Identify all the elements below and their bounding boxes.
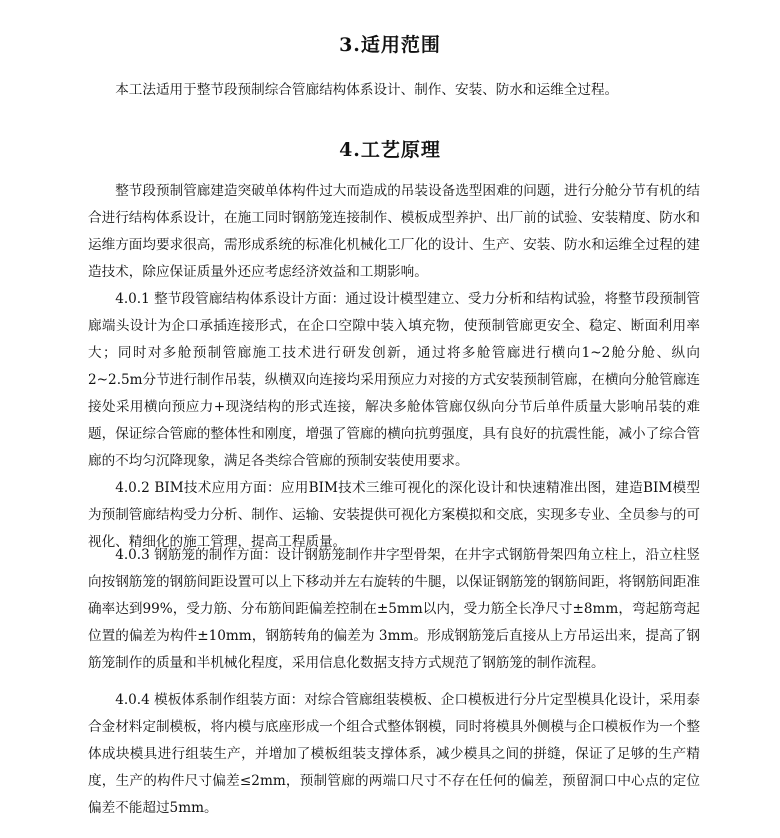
section-3-paragraph: 本工法适用于整节段预制综合管廊结构体系设计、制作、安装、防水和运维全过程。	[115, 82, 619, 98]
section-4-title: 4.工艺原理	[339, 139, 441, 161]
paragraph-4-0-3: 4.0.3 钢筋笼的制作方面：设计钢筋笼制作井字型骨架，在井字式钢筋骨架四角立柱上，沿立柱竖向按钢筋笼的钢筋间距设置可以上下移动并左右旋转的牛腿，以保证钢筋笼的钢筋间距，将钢筋间距准确率达到99%，受力筋、分布筋间距偏差控制在±5mm以内，受力筋全长净尺寸±8mm，弯起筋弯起位置的偏差为构件±10mm，钢筋转角的偏差为 3mm。形成钢筋笼后直接从上方吊运出来，提高了钢筋笼制作的质量和半机械化程度，采用信息化数据支持方式规范了钢筋笼的制作流程。	[88, 547, 700, 671]
paragraph-4-0-1: 4.0.1 整节段管廊结构体系设计方面：通过设计模型建立、受力分析和结构试验，将整节段预制管廊端头设计为企口承插连接形式，在企口空隙中装入填充物，使预制管廊更安全、稳定、断面利用率大；同时对多舱预制管廊施工技术进行研发创新，通过将多舱管廊进行横向1~2舱分舱、纵向2~2.5m分节进行制作吊装，纵横双向连接均采用预应力对接的方式安装预制管廊，在横向分舱管廊连接处采用横向预应力+现浇结构的形式连接，解决多舱体管廊仅纵向分节后单件质量大影响吊装的难题，保证综合管廊的整体性和刚度，增强了管廊的横向抗剪强度，具有良好的抗震性能，减小了综合管廊的不均匀沉降现象，满足各类综合管廊的预制安装使用要求。	[88, 291, 700, 469]
paragraph-4-0-4: 4.0.4 模板体系制作组装方面：对综合管廊组装模板、企口模板进行分片定型模具化设计，采用泰合金材料定制模板，将内模与底座形成一个组合式整体钢模，同时将模具外侧模与企口模板作为一个整体成块模具进行组装生产，并增加了模板组装支撑体系，减少模具之间的拼缝，保证了足够的生产精度，生产的构件尺寸偏差≤2mm，预制管廊的两端口尺寸不存在任何的偏差，预留洞口中心点的定位偏差不能超过5mm。	[88, 692, 700, 816]
section-3-title: 3.适用范围	[339, 34, 441, 56]
section-4-intro-paragraph: 整节段预制管廊建造突破单体构件过大而造成的吊装设备选型困难的问题，进行分舱分节有机的结合进行结构体系设计，在施工同时钢筋笼连接制作、模板成型养护、出厂前的试验、安装精度、防水和运维方面均要求很高，需形成系统的标准化机械化工厂化的设计、生产、安装、防水和运维全过程的建造技术，除应保证质量外还应考虑经济效益和工期影响。	[88, 183, 700, 280]
paragraph-4-0-2: 4.0.2 BIM技术应用方面：应用BIM技术三维可视化的深化设计和快速精准出图，建造BIM模型为预制管廊结构受力分析、制作、运输、安装提供可视化方案模拟和交底，实现多专业、全员参与的可视化、精细化的施工管理，提高工程质量。	[88, 480, 700, 550]
